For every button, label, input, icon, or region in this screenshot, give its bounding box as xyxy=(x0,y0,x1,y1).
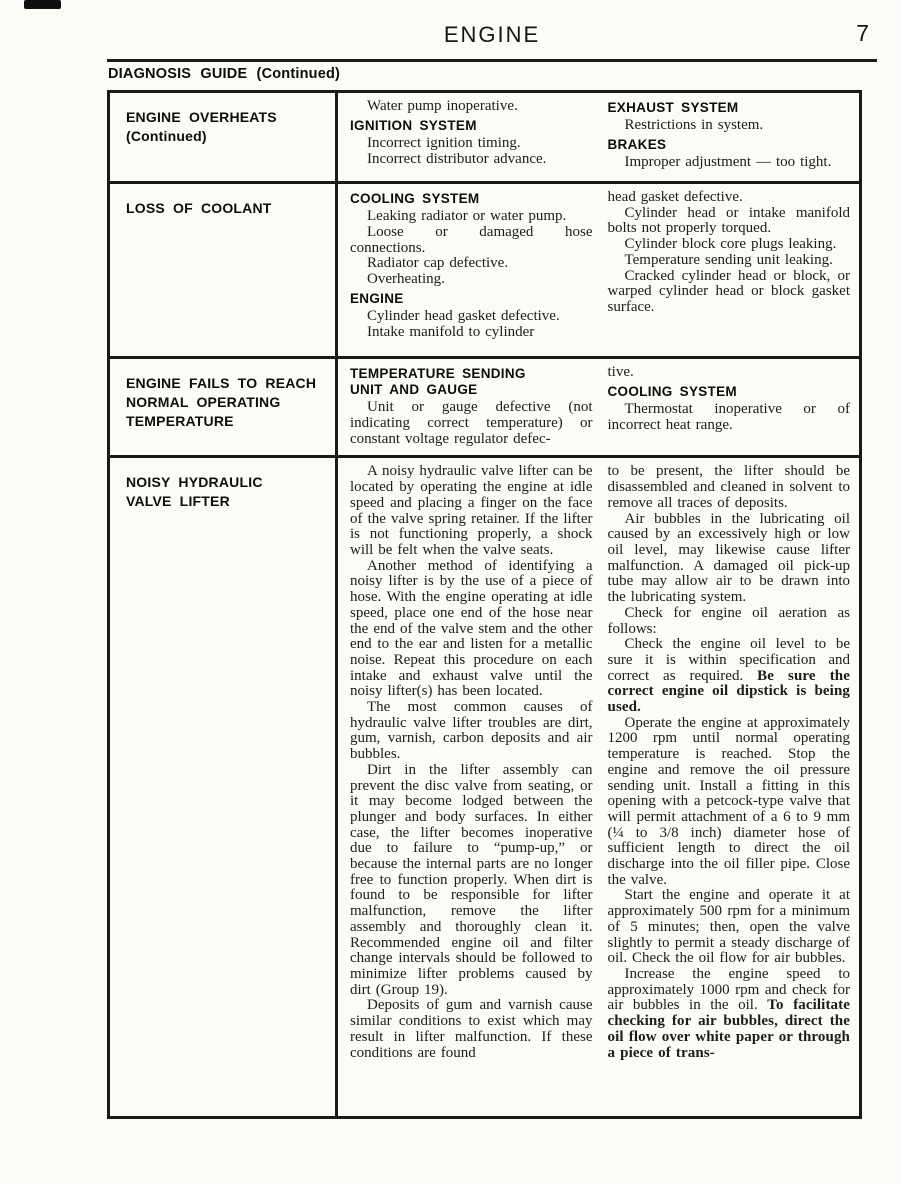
body-text: to be present, the lifter should be disassembled and cleaned in solvent to remove all traces of deposits. xyxy=(607,463,850,511)
body-text: Cylinder block core plugs leaking. xyxy=(624,236,837,253)
paragraph xyxy=(608,118,851,134)
paragraph xyxy=(608,967,851,1061)
body-text: Cylinder head gasket defective. xyxy=(367,307,560,324)
paragraph xyxy=(608,155,851,171)
paragraph xyxy=(350,209,593,225)
diagnosis-table xyxy=(107,90,862,1119)
symptom-heading: ENGINE OVERHEATS (Continued) xyxy=(110,93,338,181)
paragraph xyxy=(350,256,593,272)
block-heading: TEMPERATURE SENDING UNIT AND GAUGE xyxy=(350,366,526,398)
table-row xyxy=(110,356,859,455)
text-column xyxy=(350,365,593,447)
text-column xyxy=(350,190,593,340)
body-text: Unit or gauge defective (not indicating correct temperature) or constant voltage regulator defec- xyxy=(350,399,593,447)
body-text: Check for engine oil aeration as follows: xyxy=(607,604,850,637)
text-column xyxy=(608,99,851,171)
paragraph xyxy=(350,464,593,558)
paragraph xyxy=(350,152,593,168)
body-text: Restrictions in system. xyxy=(624,117,764,134)
header-rule xyxy=(107,59,877,62)
body-text: head gasket defective. xyxy=(607,189,743,205)
table-row xyxy=(110,93,859,181)
body-text: Temperature sending unit leaking. xyxy=(624,251,833,268)
block-heading: ENGINE xyxy=(350,290,404,306)
body-text: Water pump inoperative. xyxy=(367,98,518,114)
body-text: Incorrect distributor advance. xyxy=(367,150,547,167)
body-text: Deposits of gum and varnish cause similar conditions to exist which may result in lifter malfunction. If these conditions are found xyxy=(350,997,593,1061)
paragraph xyxy=(608,402,851,433)
body-text: Radiator cap defective. xyxy=(367,255,509,272)
paragraph xyxy=(608,716,851,889)
body-text: Air bubbles in the lubricating oil caused by an excessively high or low oil level, may likewise cause lifter malfunction. A damaged oil pick-up tube may allow air to be drawn into the lubricating system. xyxy=(607,510,850,606)
body-text: Cylinder head or intake manifold bolts not properly torqued. xyxy=(607,204,850,237)
paragraph xyxy=(608,606,851,637)
text-column xyxy=(608,190,851,340)
paragraph xyxy=(350,272,593,288)
body-text: Cracked cylinder head or block, or warped cylinder head or block gasket surface. xyxy=(607,267,850,315)
body-text: Thermostat inoperative or of incorrect heat range. xyxy=(607,400,850,433)
text-column xyxy=(350,99,593,171)
section-heading: DIAGNOSIS GUIDE (Continued) xyxy=(108,66,341,82)
text-column xyxy=(608,365,851,447)
content-cell xyxy=(338,93,859,181)
paragraph xyxy=(608,253,851,269)
paragraph xyxy=(608,269,851,316)
body-text: Check the engine oil level to be sure it is within specification and correct as required. xyxy=(607,636,850,684)
paragraph xyxy=(350,763,593,999)
symptom-heading: ENGINE FAILS TO REACH NORMAL OPERATING TEMPERATURE xyxy=(110,359,338,455)
block-heading: COOLING SYSTEM xyxy=(350,191,480,206)
page-number: 7 xyxy=(856,20,869,46)
body-text: Dirt in the lifter assembly can prevent the disc valve from seating, or it may become lodged between the plunger and body surfaces. In either case, the lifter becomes inoperative due to failure to “pump-up,” or because the internal parts are no longer free to function properly. When dirt is found to be responsible for lifter malfunction, remove the lifter assembly and thoroughly clean it. Recommended engine oil and filter change intervals should be followed to minimize lifter problems caused by dirt (Group 19). xyxy=(350,761,593,998)
text-column xyxy=(608,464,851,1061)
body-text: Intake manifold to cylinder xyxy=(367,323,535,340)
content-cell xyxy=(338,184,859,356)
symptom-heading: NOISY HYDRAULIC VALVE LIFTER xyxy=(110,458,338,1116)
text-column xyxy=(350,464,593,1061)
bold-text: To facilitate checking for air bubbles, direct the oil flow over white paper or through a piece of trans- xyxy=(607,997,850,1061)
content-cell xyxy=(338,359,859,455)
paragraph xyxy=(608,365,851,381)
content-cell xyxy=(338,458,859,1116)
paragraph xyxy=(350,309,593,325)
paragraph xyxy=(350,225,593,256)
paragraph xyxy=(350,998,593,1061)
block-heading: BRAKES xyxy=(607,136,667,152)
body-text: Operate the engine at approximately 1200 rpm until normal operating temperature is reached. Stop the engine and remove the oil pressure sending unit. Install a fitting in this opening with a petcock-type valve that will permit attachment of a 6 to 9 mm (¼ to 3/8 inch) diameter hose of sufficient length to direct the oil discharge into the oil filler pipe. Close the valve. xyxy=(607,714,850,888)
paragraph xyxy=(350,99,593,115)
body-text: Overheating. xyxy=(367,271,445,287)
table-row xyxy=(110,455,859,1116)
body-text: Another method of identifying a noisy lifter is by the use of a piece of hose. With the engine operating at idle speed, place one end of the hose near the end of the valve stem and the other end to the ear and listen for a metallic noise. Repeat this procedure on each intake and exhaust valve until the noisy lifter(s) has been located. xyxy=(350,557,593,700)
paragraph xyxy=(350,136,593,152)
paragraph xyxy=(350,700,593,763)
body-text: The most common causes of hydraulic valve lifter troubles are dirt, gum, varnish, carbon deposits and air bubbles. xyxy=(350,699,593,763)
paragraph xyxy=(608,512,851,606)
page-title: ENGINE xyxy=(443,22,541,47)
paragraph xyxy=(608,637,851,716)
paragraph xyxy=(350,400,593,447)
block-heading: IGNITION SYSTEM xyxy=(350,117,477,133)
bold-text: Be sure the correct engine oil dipstick is being used. xyxy=(607,667,851,716)
paragraph xyxy=(608,888,851,967)
body-text: Start the engine and operate it at approximately 500 rpm for a minimum of 5 minutes; then, open the valve slightly to permit a steady discharge of oil. Check the oil flow for air bubbles. xyxy=(607,887,850,967)
body-text: A noisy hydraulic valve lifter can be located by operating the engine at idle speed and placing a finger on the face of the valve spring retainer. If the lifter is not functioning properly, a shock will be felt when the valve seats. xyxy=(350,463,593,558)
scan-artifact xyxy=(24,0,61,9)
paragraph xyxy=(350,325,593,341)
body-text: Leaking radiator or water pump. xyxy=(367,208,567,225)
body-text: Improper adjustment — too tight. xyxy=(624,154,832,171)
body-text: Increase the engine speed to approximately 1000 rpm and check for air bubbles in the oil. xyxy=(607,965,850,1014)
block-heading: EXHAUST SYSTEM xyxy=(607,100,739,115)
paragraph xyxy=(608,206,851,237)
symptom-heading: LOSS OF COOLANT xyxy=(110,184,338,356)
table-row xyxy=(110,181,859,356)
paragraph xyxy=(608,464,851,511)
paragraph xyxy=(350,559,593,700)
body-text: Incorrect ignition timing. xyxy=(367,134,521,151)
body-text: Loose or damaged hose connections. xyxy=(350,223,593,256)
paragraph xyxy=(608,190,851,206)
paragraph xyxy=(608,237,851,253)
block-heading: COOLING SYSTEM xyxy=(607,383,737,399)
body-text: tive. xyxy=(607,364,634,380)
